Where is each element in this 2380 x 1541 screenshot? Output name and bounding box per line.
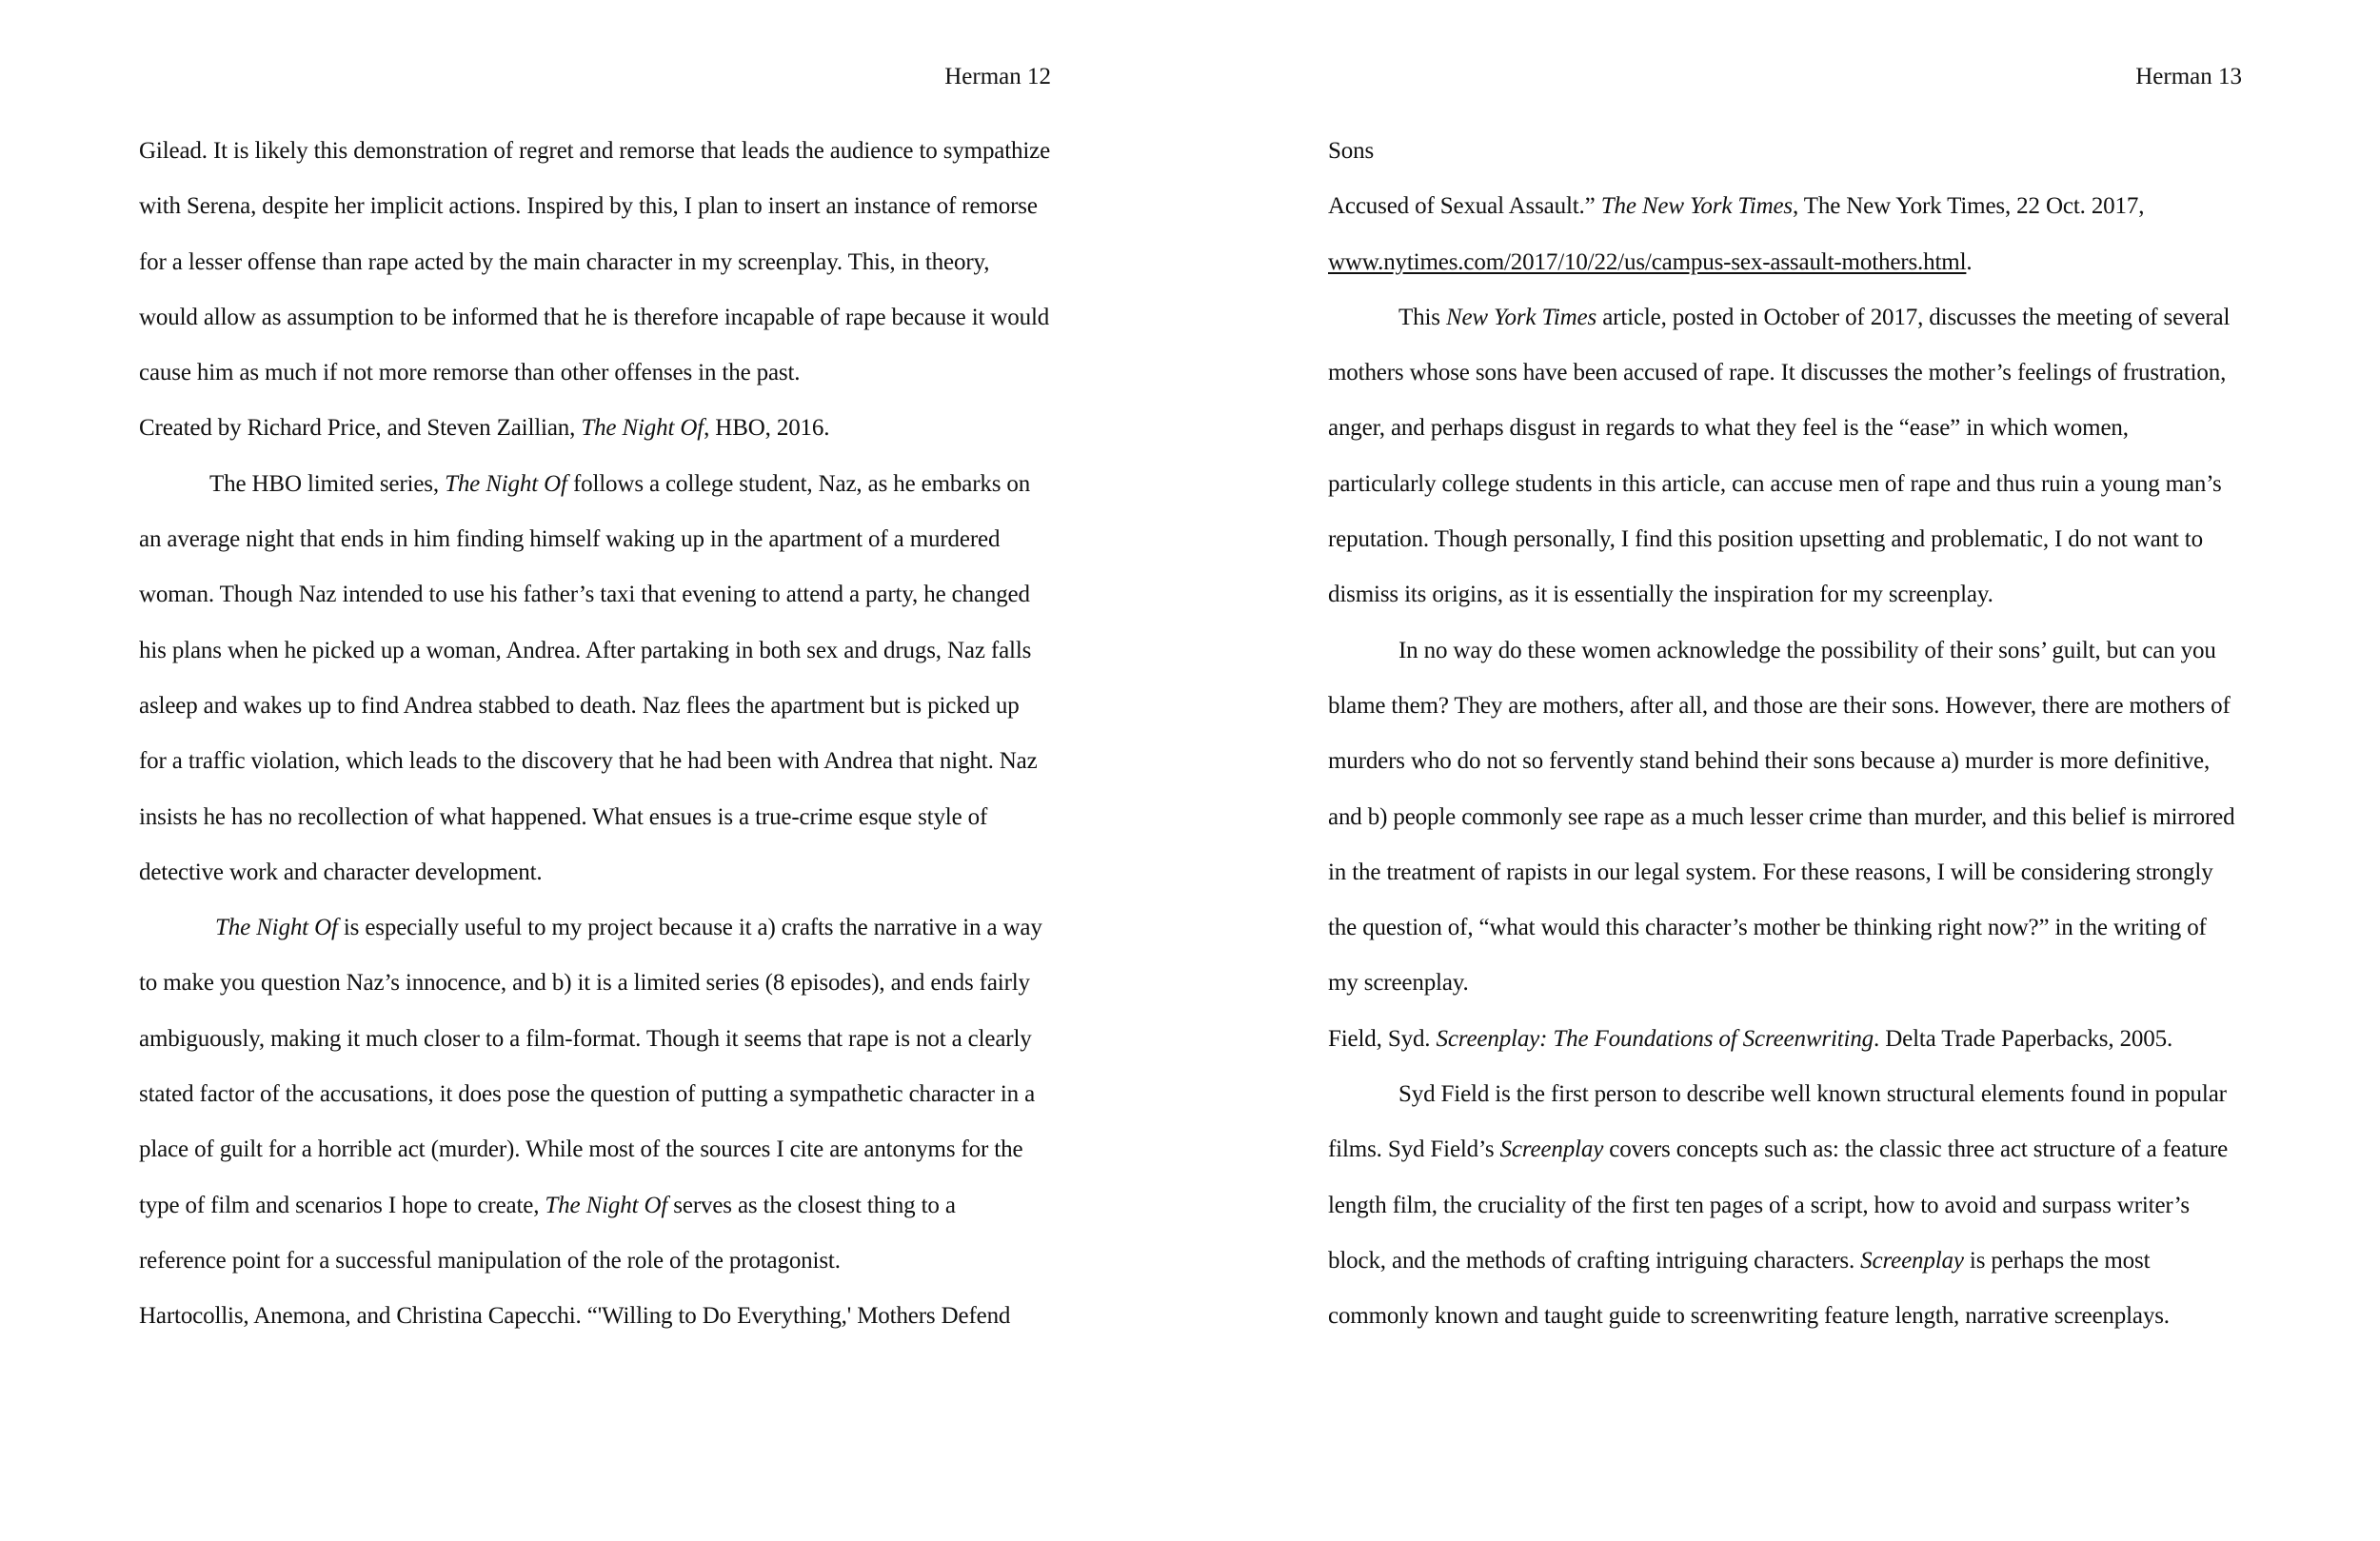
text-line: detective work and character development. bbox=[139, 859, 543, 885]
text-line: block, and the methods of crafting intriguing characters. Screenplay is perhaps the most bbox=[1328, 1247, 2151, 1274]
paragraph-start-line: This New York Times article, posted in October of 2017, discusses the meeting of several bbox=[1398, 304, 2231, 330]
text-line: dismiss its origins, as it is essentially the inspiration for my screenplay. bbox=[1328, 582, 1993, 608]
page-body-left bbox=[139, 137, 1051, 1358]
work-title: New York Times bbox=[1445, 304, 1597, 330]
text-line: stated factor of the accusations, it does pose the question of putting a sympathetic character in a bbox=[139, 1081, 1036, 1108]
work-title: The Night Of bbox=[445, 470, 567, 497]
paragraph-start-line: The HBO limited series, The Night Of follows a college student, Naz, as he embarks on bbox=[209, 470, 1031, 497]
work-title: Screenplay bbox=[1499, 1136, 1604, 1163]
citation-line: Hartocollis, Anemona, and Christina Capecchi. “'Willing to Do Everything,' Mothers Defend bbox=[139, 1303, 1011, 1330]
citation-line: Accused of Sexual Assault.” The New York Times, The New York Times, 22 Oct. 2017, bbox=[1328, 193, 2145, 220]
text-line: films. Syd Field’s Screenplay covers concepts such as: the classic three act structure of a feature bbox=[1328, 1136, 2229, 1163]
text-line: the question of, “what would this character’s mother be thinking right now?” in the writing of bbox=[1328, 915, 2207, 941]
work-title: The New York Times bbox=[1600, 193, 1793, 220]
text-line: murders who do not so fervently stand behind their sons because a) murder is more definitive, bbox=[1328, 748, 2211, 775]
text-line: and b) people commonly see rape as a much lesser crime than murder, and this belief is mirrored bbox=[1328, 803, 2235, 830]
text-line: would allow as assumption to be informed that he is therefore incapable of rape because it would bbox=[139, 304, 1050, 330]
citation-url-link[interactable]: www.nytimes.com/2017/10/22/us/campus-sex-assault-mothers.html bbox=[1328, 248, 1967, 275]
citation-line: Field, Syd. Screenplay: The Foundations of Screenwriting. Delta Trade Paperbacks, 2005. bbox=[1328, 1025, 2173, 1052]
page-13 bbox=[1328, 0, 2242, 1541]
text-line: an average night that ends in him finding himself waking up in the apartment of a murdered bbox=[139, 526, 1001, 553]
text-line: asleep and wakes up to find Andrea stabbed to death. Naz flees the apartment but is picked up bbox=[139, 692, 1020, 719]
text-line: particularly college students in this article, can accuse men of rape and thus ruin a young man’s bbox=[1328, 470, 2222, 497]
page-body-right bbox=[1328, 137, 2242, 1358]
text-line: Gilead. It is likely this demonstration of regret and remorse that leads the audience to sympathize bbox=[139, 138, 1051, 164]
work-title: The Night Of bbox=[215, 915, 338, 941]
text-line: my screenplay. bbox=[1328, 970, 1469, 997]
work-title: The Night Of bbox=[581, 415, 704, 442]
paragraph-start-line: The Night Of is especially useful to my project because it a) crafts the narrative in a way bbox=[215, 915, 1042, 941]
page-header-right: Herman 13 bbox=[2135, 64, 2242, 89]
text-line: commonly known and taught guide to screenwriting feature length, narrative screenplays. bbox=[1328, 1303, 2170, 1330]
text-line: reference point for a successful manipulation of the role of the protagonist. bbox=[139, 1247, 841, 1274]
citation-line: Sons bbox=[1328, 138, 1375, 164]
page-header-left: Herman 12 bbox=[944, 64, 1051, 89]
text-line: anger, and perhaps disgust in regards to what they feel is the “ease” in which women, bbox=[1328, 415, 2129, 442]
work-title: Screenplay: The Foundations of Screenwriting bbox=[1436, 1025, 1874, 1052]
text-line: for a lesser offense than rape acted by the main character in my screenplay. This, in theory, bbox=[139, 248, 990, 275]
citation-line: Created by Richard Price, and Steven Zaillian, The Night Of, HBO, 2016. bbox=[139, 415, 830, 442]
citation-line: www.nytimes.com/2017/10/22/us/campus-sex-assault-mothers.html. bbox=[1328, 248, 1973, 275]
work-title: Screenplay bbox=[1860, 1247, 1964, 1274]
text-line: insists he has no recollection of what happened. What ensues is a true-crime esque style of bbox=[139, 803, 988, 830]
text-line: with Serena, despite her implicit actions. Inspired by this, I plan to insert an instance of remorse bbox=[139, 193, 1038, 220]
text-line: his plans when he picked up a woman, Andrea. After partaking in both sex and drugs, Naz falls bbox=[139, 637, 1032, 663]
text-line: to make you question Naz’s innocence, and b) it is a limited series (8 episodes), and ends fairly bbox=[139, 970, 1030, 997]
text-line: mothers whose sons have been accused of rape. It discusses the mother’s feelings of frustration, bbox=[1328, 360, 2227, 386]
paragraph-start-line: Syd Field is the first person to describe well known structural elements found in popular bbox=[1398, 1081, 2227, 1108]
text-line: place of guilt for a horrible act (murder). While most of the sources I cite are antonyms for the bbox=[139, 1136, 1023, 1163]
text-line: blame them? They are mothers, after all, and those are their sons. However, there are mothers of bbox=[1328, 692, 2231, 719]
text-line: cause him as much if not more remorse than other offenses in the past. bbox=[139, 360, 801, 386]
text-line: for a traffic violation, which leads to the discovery that he had been with Andrea that night. Naz bbox=[139, 748, 1038, 775]
text-line: reputation. Though personally, I find this position upsetting and problematic, I do not want to bbox=[1328, 526, 2203, 553]
text-line: type of film and scenarios I hope to create, The Night Of serves as the closest thing to a bbox=[139, 1192, 956, 1218]
page-12 bbox=[139, 0, 1051, 1541]
text-line: length film, the cruciality of the first ten pages of a script, how to avoid and surpass writer’s bbox=[1328, 1192, 2190, 1218]
text-line: ambiguously, making it much closer to a film-format. Though it seems that rape is not a clearly bbox=[139, 1025, 1032, 1052]
work-title: The Night Of bbox=[545, 1192, 668, 1218]
paragraph-start-line: In no way do these women acknowledge the possibility of their sons’ guilt, but can you bbox=[1398, 637, 2216, 663]
text-line: woman. Though Naz intended to use his father’s taxi that evening to attend a party, he changed bbox=[139, 582, 1030, 608]
text-line: in the treatment of rapists in our legal system. For these reasons, I will be considering strongly bbox=[1328, 859, 2213, 885]
